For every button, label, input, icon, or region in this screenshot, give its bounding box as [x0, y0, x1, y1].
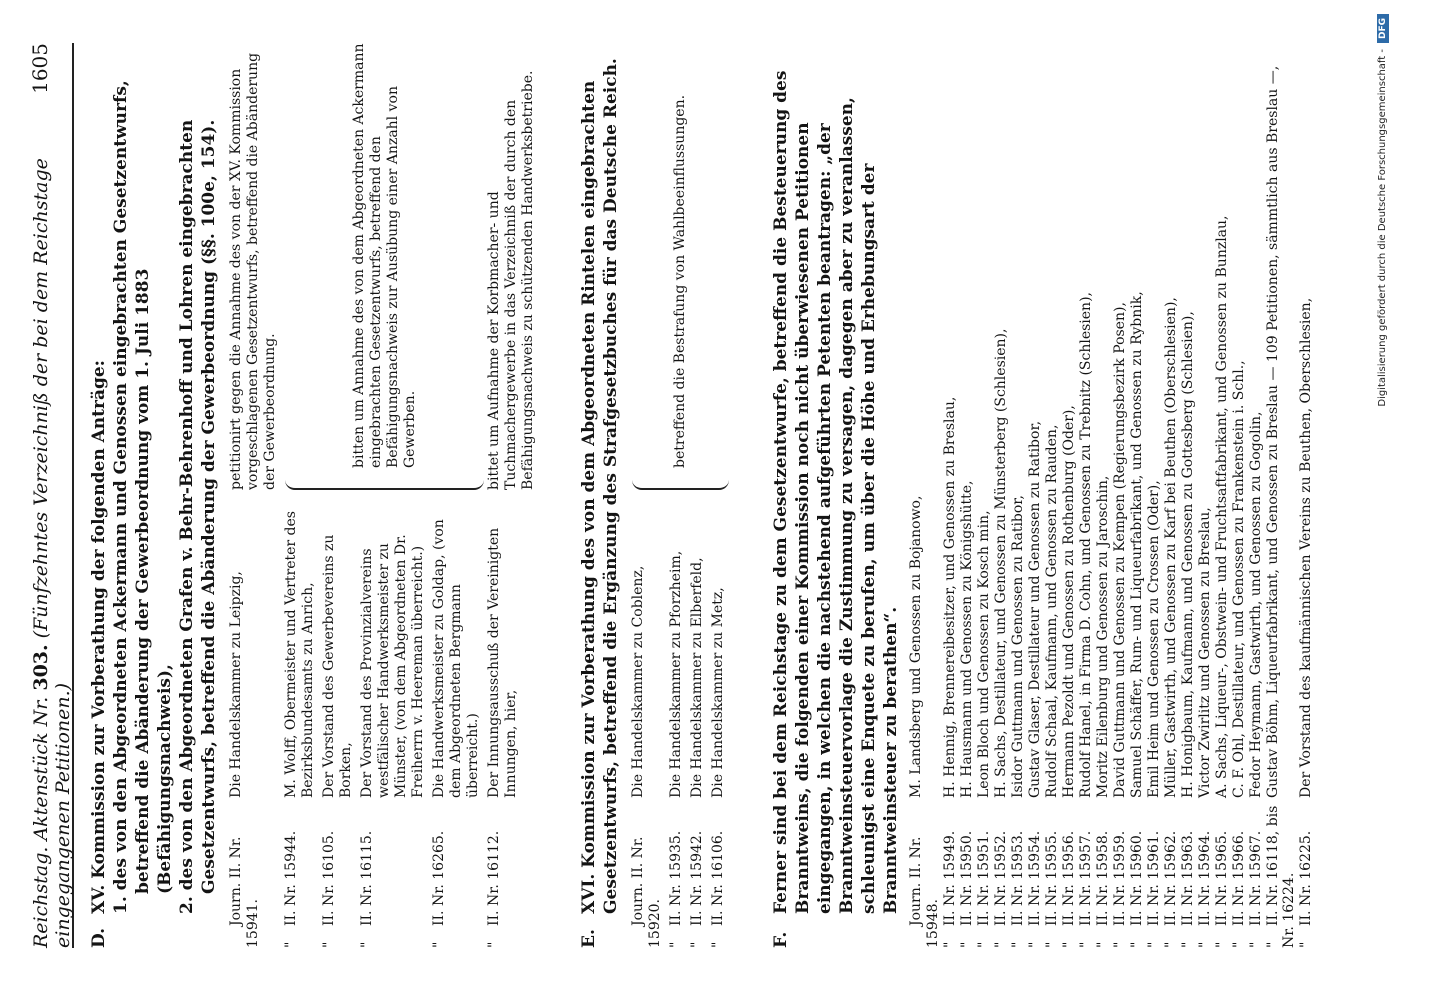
petitioner: Die Handelskammer zu Metz, — [710, 587, 726, 798]
page-number: 1605 — [28, 43, 52, 94]
journal-ref: II. Nr. 15952. — [992, 830, 1009, 926]
table-row: "II. Nr. 15942. Die Handelskammer zu Elberfeld, — [689, 490, 706, 948]
petitioner: Rudolf Schaal, Kaufmann, und Genossen zu Rauden, — [1043, 424, 1060, 798]
table-row: "II. Nr. 15966. C. F. Ohl, Destillateur, und Genossen zu Frankenstein i. Schl., — [1231, 43, 1248, 948]
credit-text: Digitalisierung gefördert durch die Deutsche Forschungsgemeinschaft - — [1377, 49, 1388, 407]
table-row: "II. Nr. 15960. Samuel Schäffer, Rum- und Liqueurfabrikant, und Genossen zu Rybnik, — [1129, 43, 1146, 948]
petitioner: A. Sachs, Liqueur-, Obstwein- und Fruchtsaftfabrikant, und Genossen zu Bunzlau, — [1213, 215, 1230, 798]
journal-ref: Journ. II. Nr. 15941. — [228, 836, 261, 948]
request: petitionirt gegen die Annahme des von der XV. Kommission vorgeschlagenen Gesetzentwurfs, betreffend die Abänderung der Gewerbeordnung. — [228, 52, 278, 490]
journal-ref: II. Nr. 16106. — [710, 830, 726, 926]
table-row: "II. Nr. 16106. Die Handelskammer zu Metz, — [710, 490, 727, 948]
table-row: "II. Nr. 15961. Emil Heim und Genossen zu Crossen (Oder), — [1146, 43, 1163, 948]
table-row: "II. Nr. 15951. Leon Bloch und Genossen zu Kosch min, — [976, 43, 993, 948]
petitioner: Der Vorstand des Provinzialvereins westfälischer Handwerksmeister zu Münster, (von dem Abgeordneten Dr. Freiherrn v. Heereman überreicht.) — [359, 534, 426, 798]
running-head-title — [30, 94, 74, 948]
table-row: "II. Nr. 15963. H. Honigbaum, Kaufmann, und Genossen zu Gottesberg (Schlesien), — [1180, 43, 1197, 948]
petitioner: Der Innungsausschuß der Vereinigten Innungen, hier, — [486, 527, 519, 798]
journal-ref: II. Nr. 15956. — [1060, 830, 1077, 926]
journal-ref: II. Nr. 15949. — [941, 830, 958, 926]
petitioner: Emil Heim und Genossen zu Crossen (Oder), — [1145, 480, 1162, 798]
journal-ref: II. Nr. 15935. — [668, 830, 684, 926]
table-row: "II. Nr. 15955. Rudolf Schaal, Kaufmann, und Genossen zu Rauden, — [1044, 43, 1061, 948]
petitioner: Gustav Böhm, Liqueurfabrikant, und Genossen zu Breslau — 109 Petitionen, sämmtlich aus Breslau —, — [1264, 65, 1281, 798]
journal-ref: II. Nr. 15955. — [1043, 830, 1060, 926]
title-suffix: (Fünfzehntes Verzeichniß der bei dem Reichstage eingegangenen Petitionen.) — [30, 158, 74, 948]
table-row: "II. Nr. 15954. Gustav Glaser, Destillateur und Genossen zu Ratibor, — [1027, 43, 1044, 948]
petitioner: H. Honigbaum, Kaufmann, und Genossen zu Gottesberg (Schlesien), — [1179, 311, 1196, 798]
petitioner: Hermann Pezoldt und Genossen zu Rothenburg (Oder), — [1060, 405, 1077, 798]
table-row: "II. Nr. 15956. Hermann Pezoldt und Genossen zu Rothenburg (Oder), — [1061, 43, 1078, 948]
petitioner: Samuel Schäffer, Rum- und Liqueurfabrikant, und Genossen zu Rybnik, — [1128, 291, 1145, 798]
table-row: "II. Nr. 16112. Der Innungsausschuß der Vereinigten Innungen, hier, bittet um Aufnahme der Korbmacher- und Tuchmachergewerbe in das Verzeichniß der durch den Befähigungsnachweis zu schützenden Handwerksbetriebe. — [486, 43, 537, 948]
petitioner: Die Handelskammer zu Coblenz, — [630, 565, 646, 798]
table-row — [228, 43, 279, 948]
journal-ref: II. Nr. 16225. — [1298, 830, 1314, 926]
table-row: "II. Nr. 15949. H. Hennig, Brennereibesitzer, und Genossen zu Breslau, — [942, 43, 959, 948]
table-row: "II. Nr. 15964. Victor Zwirlitz und Genossen zu Breslau, — [1197, 43, 1214, 948]
petitioner: Die Handelskammer zu Leipzig, — [228, 571, 244, 798]
table-row: "II. Nr. 16115. Der Vorstand des Provinzialvereins westfälischer Handwerksmeister zu Münster, (von dem Abgeordneten Dr. Freiherrn v. Heereman überreicht.) — [359, 490, 427, 948]
petitioner: Leon Bloch und Genossen zu Kosch min, — [975, 510, 992, 798]
journal-ref: Journ. II. Nr. 15948. — [908, 836, 941, 948]
journal-ref: II. Nr. 15950. — [958, 830, 975, 926]
table-row: "II. Nr. 15952. H. Sachs, Destillateur, und Genossen zu Münsterberg (Schlesien), — [993, 43, 1010, 948]
table-row: "II. Nr. 16265. Die Handwerksmeister zu Goldap, (von dem Abgeordneten Bergmann überreicht.) — [431, 490, 482, 948]
section-e — [578, 43, 731, 948]
journal-ref: II. Nr. 15965. — [1213, 830, 1230, 926]
petitioner: Victor Zwirlitz und Genossen zu Breslau, — [1196, 507, 1213, 798]
section-d — [88, 43, 541, 948]
journal-ref: II. Nr. 15967. — [1247, 830, 1264, 926]
table-row: "II. Nr. 15953. Isidor Guttmann und Genossen zu Ratibor, — [1010, 43, 1027, 948]
journal-ref: II. Nr. 16112. — [486, 830, 502, 926]
journal-ref: II. Nr. 15954. — [1026, 830, 1043, 926]
petitioner: M. Wolff, Obermeister und Vertreter des Bezirksbundesamts zu Anrich, — [283, 511, 316, 798]
brace-group — [283, 43, 486, 948]
table-row: "II. Nr. 15967. Fedor Heymann, Gastwirth, und Genossen zu Gogolin, — [1248, 43, 1265, 948]
petitioner: C. F. Ohl, Destillateur, und Genossen zu Frankenstein i. Schl., — [1230, 360, 1247, 798]
journal-ref: II. Nr. 15951. — [975, 830, 992, 926]
table-row — [908, 43, 941, 948]
journal-ref: II. Nr. 15962. — [1162, 830, 1179, 926]
petitioner: H. Hennig, Brennereibesitzer, und Genossen zu Breslau, — [941, 396, 958, 798]
table-row: "II. Nr. 15959. David Guttmann und Genossen zu Kempen (Regierungsbezirk Posen), — [1112, 43, 1129, 948]
journal-ref: II. Nr. 15964. — [1196, 830, 1213, 926]
petitioner: H. Hausmann und Genossen zu Königshütte, — [958, 480, 975, 798]
journal-ref: II. Nr. 15963. — [1179, 830, 1196, 926]
motion-2: 2. des von den Abgeordneten Grafen v. Behr-Behrenhoff und Lohren eingebrachten Gesetzentwurfs, betreffend die Abänderung der Gewerbeordnung (§§. 100e, 154). — [177, 119, 219, 914]
table-row: "II. Nr. 15965. A. Sachs, Liqueur-, Obstwein- und Fruchtsaftfabrikant, und Genossen zu Bunzlau, — [1214, 43, 1231, 948]
brace — [285, 474, 484, 490]
section-f — [770, 43, 1315, 948]
title-number: 303. — [30, 644, 52, 691]
section-d-intro: XV. Kommission zur Vorberathung der folgenden Anträge: — [89, 360, 109, 914]
section-f-letter: F. — [771, 931, 791, 948]
table-row: "II. Nr. 16105. Der Vorstand des Gewerbevereins zu Borken, — [321, 490, 355, 948]
section-f-heading: Ferner sind bei dem Reichstage zu dem Gesetzentwurfe, betreffend die Besteuerung des Branntweins, die folgenden einer Kommission noch nicht überwiesenen Petitionen eingegangen, in welchen die nachstehend aufgeführten Petenten beantragen: „der Branntweinsteuervorlage die Zustimmung zu versagen, dagegen aber zu veranlassen, schleunigst eine Enquete zu berufen, um über die Höhe und Erhebungsart der Branntweinsteuer zu berathen“. — [771, 70, 901, 914]
petitioner: Der Vorstand des Gewerbevereins zu Borken, — [321, 534, 354, 798]
section-f-rows — [908, 43, 1315, 948]
request: bittet um Aufnahme der Korbmacher- und Tuchmachergewerbe in das Verzeichniß der durch den Befähigungsnachweis zu schützenden Handwerksbetriebe. — [486, 70, 536, 490]
title-prefix: Reichstag. Aktenstück Nr. — [30, 696, 52, 948]
petitioner: Die Handelskammer zu Pforzheim, — [668, 550, 684, 798]
journal-ref: II. Nr. 15959. — [1111, 830, 1128, 926]
journal-ref: Journ. II. Nr. 15920. — [630, 836, 663, 948]
section-d-rows — [228, 43, 537, 948]
petitioner: Die Handwerksmeister zu Goldap, (von dem Abgeordneten Bergmann überreicht.) — [431, 519, 481, 798]
journal-ref: II. Nr. 16118, bis Nr. 16224. — [1264, 805, 1297, 948]
section-e-heading: XVI. Kommission zur Vorberathung des von dem Abgeordneten Rintelen eingebrachten Gesetzentwurfs, betreffend die Ergänzung des Strafgesetzbuches für das Deutsche Reich. — [579, 58, 621, 914]
petitioner: David Guttmann und Genossen zu Kempen (Regierungsbezirk Posen), — [1111, 302, 1128, 798]
table-row: "II. Nr. 15958. Moritz Eilenburg und Genossen zu Jaroschin, — [1095, 43, 1112, 948]
section-e-rows — [630, 43, 731, 948]
shared-request: betreffend die Bestrafung von Wahlbeeinflussungen. — [672, 94, 688, 468]
table-row: "II. Nr. 15944. M. Wolff, Obermeister und Vertreter des Bezirksbundesamts zu Anrich, — [283, 490, 317, 948]
section-d-letter: D. — [89, 927, 109, 948]
petitioner: Die Handelskammer zu Elberfeld, — [689, 557, 705, 798]
petitioner: H. Sachs, Destillateur, und Genossen zu Münsterberg (Schlesien), — [992, 328, 1009, 798]
running-head — [28, 43, 74, 948]
petitioner: Müller, Gastwirth, und Genossen zu Karf bei Beuthen (Oberschlesien), — [1162, 297, 1179, 798]
journal-ref: II. Nr. 15961. — [1145, 830, 1162, 926]
journal-ref: II. Nr. 15957. — [1077, 830, 1094, 926]
journal-ref: II. Nr. 15953. — [1009, 830, 1026, 926]
petitioner: Gustav Glaser, Destillateur und Genossen zu Ratibor, — [1026, 420, 1043, 798]
petitioner: Fedor Heymann, Gastwirth, und Genossen zu Gogolin, — [1247, 411, 1264, 798]
petitioner: Rudolf Hanel, in Firma D. Cohn, und Genossen zu Trebnitz (Schlesien), — [1077, 292, 1094, 798]
journal-ref: II. Nr. 16105. — [321, 830, 337, 926]
journal-ref: II. Nr. 15960. — [1128, 830, 1145, 926]
dfg-logo: DFG — [1377, 14, 1389, 43]
journal-ref: II. Nr. 16265. — [431, 830, 447, 926]
brace — [632, 474, 729, 490]
table-row: "II. Nr. 16225. Der Vorstand des kaufmännischen Vereins zu Beuthen, Oberschlesien, — [1298, 43, 1315, 948]
table-row: "II. Nr. 15935. Die Handelskammer zu Pforzheim, — [668, 490, 685, 948]
journal-ref: II. Nr. 15958. — [1094, 830, 1111, 926]
journal-ref: II. Nr. 15944. — [283, 830, 299, 926]
table-row: "II. Nr. 15950. H. Hausmann und Genossen zu Königshütte, — [959, 43, 976, 948]
section-e-letter: E. — [579, 929, 599, 948]
journal-ref: II. Nr. 15966. — [1230, 830, 1247, 926]
petitioner: Isidor Guttmann und Genossen zu Ratibor, — [1009, 495, 1026, 798]
journal-ref: II. Nr. 15942. — [689, 830, 705, 926]
motion-1: 1. des von den Abgeordneten Ackermann und Genossen eingebrachten Gesetzentwurfs, betreffend die Abänderung der Gewerbeordnung vom 1. Juli 1883 (Befähigungsnachweis), — [111, 80, 175, 914]
digitization-credit — [1370, 0, 1395, 1000]
petitioner: Moritz Eilenburg und Genossen zu Jaroschin, — [1094, 475, 1111, 798]
table-row: "II. Nr. 15957. Rudolf Hanel, in Firma D. Cohn, und Genossen zu Trebnitz (Schlesien), — [1078, 43, 1095, 948]
table-row: "II. Nr. 15962. Müller, Gastwirth, und Genossen zu Karf bei Beuthen (Oberschlesien), — [1163, 43, 1180, 948]
table-row: "II. Nr. 16118, bis Nr. 16224. Gustav Böhm, Liqueurfabrikant, und Genossen zu Breslau — 109 Petitionen, sämmtlich aus Breslau —, — [1265, 43, 1298, 948]
journal-ref: II. Nr. 16115. — [359, 830, 375, 926]
petitioner: Der Vorstand des kaufmännischen Vereins zu Beuthen, Oberschlesien, — [1298, 297, 1314, 798]
shared-request: bitten um Annahme des von dem Abgeordneten Ackermann eingebrachten Gesetzentwurfs, betreffend den Befähigungsnachweis zur Ausübung einer Anzahl von Gewerben. — [350, 43, 418, 468]
table-row — [630, 490, 664, 948]
petitioner: M. Landsberg und Genossen zu Bojanowo, — [908, 495, 924, 798]
